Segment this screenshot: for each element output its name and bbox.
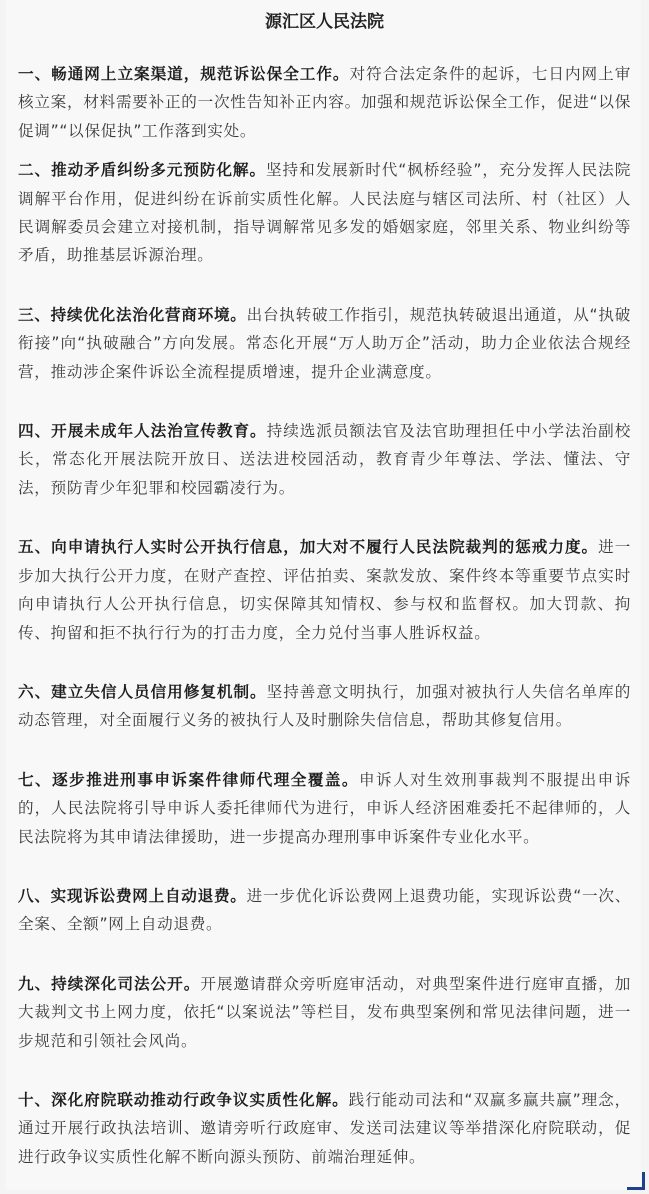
item-heading: 五、向申请执行人实时公开执行信息，加大对不履行人民法院裁判的惩戒力度。 (18, 538, 599, 557)
item-body: 对符合法定条件的起诉，七日内网上审核立案，材料需要补正的一次性告知补正内容。加强和规范诉讼保全工作，促进“以保促调”“以保促执”工作落到实处。 (18, 65, 631, 140)
item-body: 申诉人对生效刑事裁判不服提出申诉的，人民法院将引导申诉人委托律师代为进行，申诉人经济困难委托不起律师的，人民法院将为其申请法律援助，进一步提高办理刑事申诉案件专业化水平。 (18, 770, 631, 846)
item-heading: 二、推动矛盾纠纷多元预防化解。 (18, 161, 266, 180)
list-item (18, 678, 631, 735)
list-item (18, 766, 631, 851)
list-item (18, 533, 631, 647)
item-heading: 七、逐步推进刑事申诉案件律师代理全覆盖。 (18, 770, 359, 789)
item-heading: 十、深化府院联动推动行政争议实质性化解。 (18, 1090, 349, 1109)
item-heading: 四、开展未成年人法治宣传教育。 (18, 422, 267, 441)
item-body: 进一步加大执行公开力度，在财产查控、评估拍卖、案款发放、案件终本等重要节点实时向申请执行人公开执行信息，切实保障其知情权、参与权和监督权。加大罚款、拘传、拘留和拒不执行行为的打击力度，全力兑付当事人胜诉权益。 (18, 538, 631, 642)
item-body: 持续选派员额法官及法官助理担任中小学法治副校长，常态化开展法院开放日、送法进校园活动，教育青少年尊法、学法、懂法、守法，预防青少年犯罪和校园霸凌行为。 (18, 422, 631, 497)
item-heading: 八、实现诉讼费网上自动退费。 (18, 886, 247, 905)
item-body: 坚持和发展新时代“枫桥经验”，充分发挥人民法院调解平台作用，促进纠纷在诉前实质性化解。人民法庭与辖区司法所、村（社区）人民调解委员会建立对接机制，指导调解常见多发的婚姻家庭，邻里关系、物业纠纷等矛盾，助推基层诉源治理。 (18, 161, 631, 265)
item-body: 坚持善意文明执行，加强对被执行人失信名单库的动态管理，对全面履行义务的被执行人及时删除失信信息，帮助其修复信用。 (18, 682, 631, 730)
list-item (18, 882, 631, 939)
list-item (18, 970, 631, 1055)
page-title: 源汇区人民法院 (265, 12, 384, 32)
list-item (18, 1086, 631, 1171)
corner-bracket-icon (627, 1172, 645, 1190)
item-heading: 六、建立失信人员信用修复机制。 (18, 682, 267, 701)
list-item (18, 156, 631, 270)
list-item (18, 301, 631, 386)
item-body: 开展邀请群众旁听庭审活动，对典型案件进行庭审直播，加大裁判文书上网力度，依托“以案说法”等栏目，发布典型案例和常见法律问题，进一步规范和引领社会风尚。 (18, 974, 631, 1050)
item-body: 进一步优化诉讼费网上退费功能，实现诉讼费“一次、全案、全额”网上自动退费。 (18, 886, 631, 934)
item-body: 出台执转破工作指引，规范执转破退出通道，从“执破衔接”向“执破融合”方向发展。常态化开展“万人助万企”活动，助力企业依法合规经营，推动涉企案件诉讼全流程提质增速，提升企业满意度。 (18, 305, 631, 381)
item-heading: 一、畅通网上立案渠道，规范诉讼保全工作。 (18, 65, 350, 83)
item-heading: 九、持续深化司法公开。 (18, 974, 201, 993)
list-item (18, 60, 631, 145)
item-body: 践行能动司法和“双赢多赢共赢”理念，通过开展行政执法培训、邀请旁听行政庭审、发送司法建议等举措深化府院联动，促进行政争议实质性化解不断向源头预防、前端治理延伸。 (18, 1090, 631, 1166)
item-heading: 三、持续优化法治化营商环境。 (18, 305, 247, 324)
list-item (18, 417, 631, 502)
document-content (18, 60, 631, 1171)
